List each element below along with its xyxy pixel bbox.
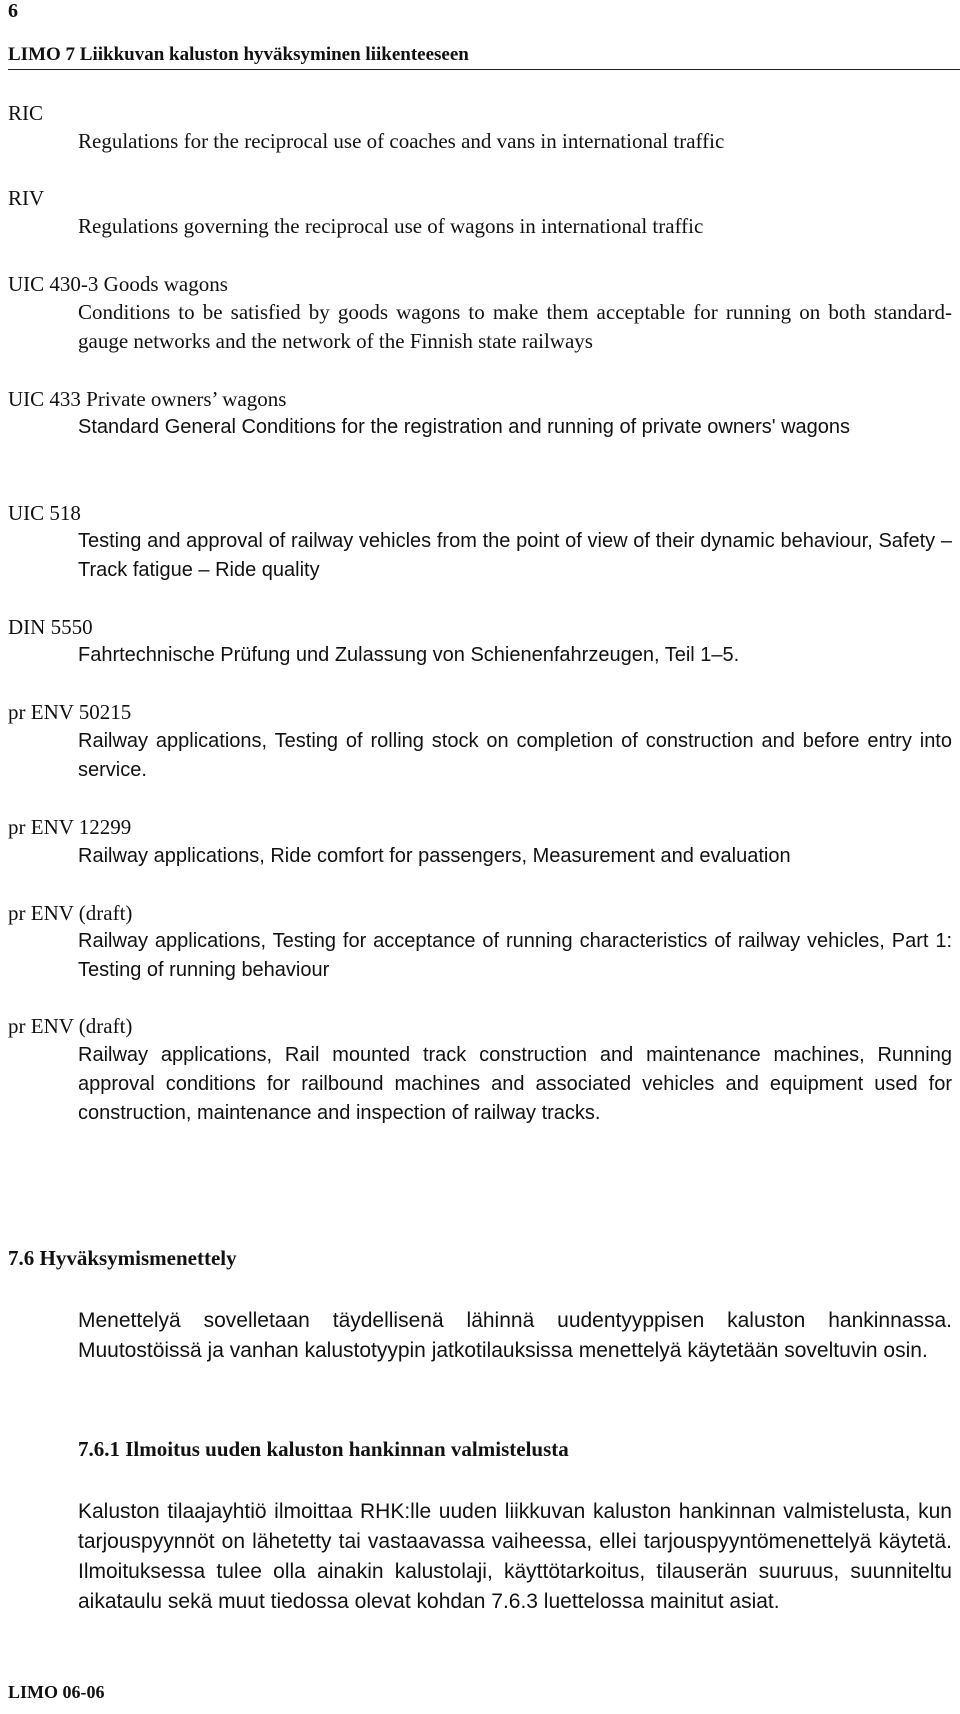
reference-code-riv: RIV bbox=[8, 186, 45, 210]
subsection-heading: 7.6.1 Ilmoitus uuden kaluston hankinnan valmistelusta bbox=[78, 1437, 569, 1461]
reference-description-uic-430-3: Conditions to be satisfied by goods wagons to make them acceptable for running on both standard-gauge networks and the network of the Finnish state railways bbox=[78, 300, 952, 353]
page-number: 6 bbox=[8, 0, 18, 22]
page-footer: LIMO 06-06 bbox=[8, 1682, 105, 1702]
reference-code-ric: RIC bbox=[8, 101, 44, 125]
reference-code-pr-env-50215: pr ENV 50215 bbox=[8, 700, 132, 724]
subsection-paragraph: Kaluston tilaajayhtiö ilmoittaa RHK:lle uuden liikkuvan kaluston hankinnan valmistelusta, kun tarjouspyynnöt on lähetetty tai vastaavassa vaiheessa, ellei tarjouspyyntömenettelyä käytetä. Ilmoituksessa tulee olla ainakin kalustolaji, käyttötarkoitus, tilauserän suuruus, suunniteltu aikataulu sekä muut tiedossa olevat kohdan 7.6.3 luettelossa mainitut asiat. bbox=[78, 1500, 952, 1613]
reference-description-uic-433: Standard General Conditions for the registration and running of private owners' wagons bbox=[78, 416, 851, 438]
reference-description-pr-env-draft-2: Railway applications, Rail mounted track construction and maintenance machines, Running approval conditions for railbound machines and associated vehicles and equipment used for construction, maintenance and inspection of railway tracks. bbox=[78, 1044, 952, 1124]
reference-code-uic-433: UIC 433 Private owners’ wagons bbox=[8, 387, 287, 411]
reference-description-pr-env-draft-1: Railway applications, Testing for acceptance of running characteristics of railway vehicles, Part 1: Testing of running behaviour bbox=[78, 930, 952, 981]
reference-description-pr-env-12299: Railway applications, Ride comfort for passengers, Measurement and evaluation bbox=[78, 845, 791, 867]
section-paragraph: Menettelyä sovelletaan täydellisenä lähinnä uudentyyppisen kaluston hankinnassa. Muutostöissä ja vanhan kalustotyypin jatkotilauksissa menettelyä käytetään soveltuvin osin. bbox=[78, 1309, 952, 1362]
reference-description-ric: Regulations for the reciprocal use of coaches and vans in international traffic bbox=[78, 129, 725, 153]
reference-description-din-5550: Fahrtechnische Prüfung und Zulassung von Schienenfahrzeugen, Teil 1–5. bbox=[78, 644, 740, 666]
reference-code-pr-env-draft-1: pr ENV (draft) bbox=[8, 901, 133, 925]
reference-code-pr-env-draft-2: pr ENV (draft) bbox=[8, 1014, 133, 1038]
reference-description-pr-env-50215: Railway applications, Testing of rolling stock on completion of construction and before entry into service. bbox=[78, 730, 952, 781]
section-heading: 7.6 Hyväksymismenettely bbox=[8, 1246, 237, 1270]
reference-code-din-5550: DIN 5550 bbox=[8, 615, 93, 639]
reference-code-uic-430-3: UIC 430-3 Goods wagons bbox=[8, 272, 228, 296]
reference-description-riv: Regulations governing the reciprocal use of wagons in international traffic bbox=[78, 214, 704, 238]
reference-description-uic-518: Testing and approval of railway vehicles from the point of view of their dynamic behaviour, Safety – Track fatigue – Ride quality bbox=[78, 530, 952, 581]
header-title: LIMO 7 Liikkuvan kaluston hyväksyminen liikenteeseen bbox=[8, 44, 469, 65]
reference-code-pr-env-12299: pr ENV 12299 bbox=[8, 815, 132, 839]
reference-code-uic-518: UIC 518 bbox=[8, 501, 81, 525]
header-rule bbox=[8, 69, 960, 70]
